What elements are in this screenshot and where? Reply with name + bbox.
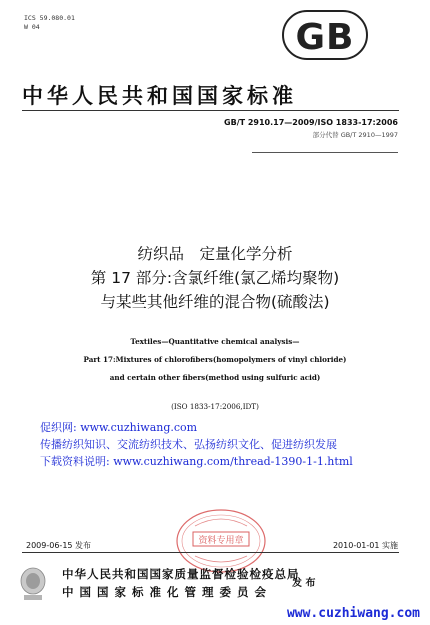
divider-number: [252, 152, 398, 153]
title-cn-line1: 纺织品 定量化学分析: [137, 245, 293, 263]
svg-text:GB: GB: [295, 17, 355, 58]
issuer-line2: 中 国 国 家 标 准 化 管 理 委 员 会: [62, 585, 268, 599]
classification-codes: [24, 14, 75, 32]
title-en-line1: Textiles—Quantitative chemical analysis—: [130, 337, 300, 346]
standard-title: 中华人民共和国国家标准: [22, 83, 297, 108]
website-link[interactable]: www.cuzhiwang.com: [286, 606, 420, 621]
issue-date: 2009-06-15 发布: [26, 541, 92, 550]
title-en-line2: Part 17:Mixtures of chlorofibers(homopolymers of vinyl chloride): [83, 355, 347, 364]
divider-bottom: [22, 552, 399, 553]
promo-line3[interactable]: 下载资料说明: www.cuzhiwang.com/thread-1390-1-1.html: [40, 455, 353, 468]
title-cn-line3: 与某些其他纤维的混合物(硫酸法): [100, 293, 330, 311]
divider-top: [22, 110, 399, 111]
effective-date: 2010-01-01 实施: [332, 541, 398, 550]
title-en-line3: and certain other fibers(method using sulfuric acid): [109, 373, 321, 382]
stamp-icon: [175, 508, 267, 574]
title-cn-line2: 第 17 部分:含氯纤维(氯乙烯均聚物): [90, 269, 340, 287]
ics-code: ICS 59.080.01: [24, 14, 75, 22]
standard-number: GB/T 2910.17—2009/ISO 1833-17:2006: [224, 118, 398, 127]
svg-text:资料专用章: 资料专用章: [198, 536, 244, 546]
promo-line1[interactable]: 促织网: www.cuzhiwang.com: [40, 421, 198, 434]
publish-label: 发 布: [292, 578, 316, 589]
ccs-code: W 04: [24, 23, 40, 31]
replaces-note: 部分代替 GB/T 2910—1997: [312, 131, 398, 139]
issuer-emblem-icon: [18, 565, 48, 603]
issuer-line1: 中华人民共和国国家质量监督检验检疫总局: [62, 567, 300, 581]
idt-note: (ISO 1833-17:2006,IDT): [171, 402, 259, 411]
gb-logo-icon: [282, 10, 368, 60]
promo-line2: 传播纺织知识、交流纺织技术、弘扬纺织文化、促进纺织发展: [40, 438, 337, 451]
